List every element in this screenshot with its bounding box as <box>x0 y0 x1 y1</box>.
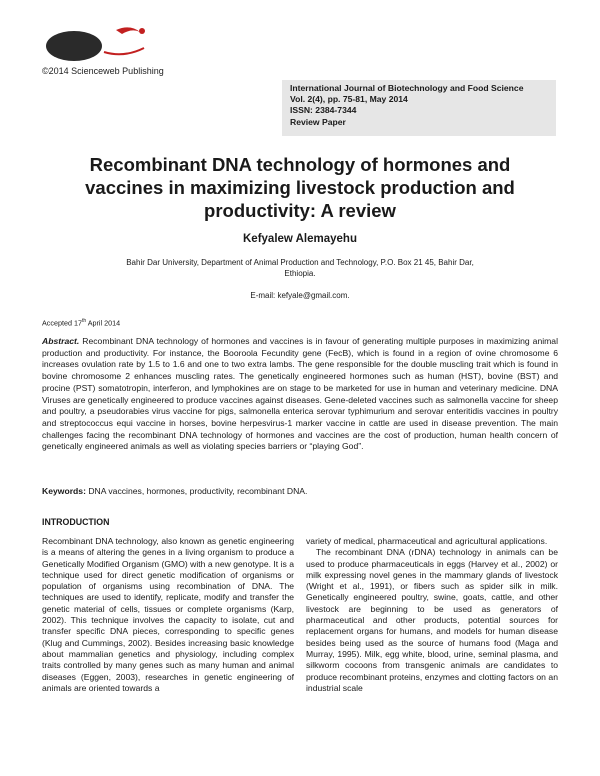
accepted-month-year: April 2014 <box>86 318 121 328</box>
journal-issn: ISSN: 2384-7344 <box>290 105 357 116</box>
journal-name: International Journal of Biotechnology and Food Science <box>290 83 524 93</box>
accepted-label: Accepted 17 <box>42 318 82 328</box>
keywords <box>42 486 558 496</box>
intro-paragraph-continued: variety of medical, pharmaceutical and agricultural applications. <box>306 536 548 546</box>
accepted-day-suffix: th <box>81 318 87 324</box>
accepted-date <box>42 318 120 327</box>
publisher-logo <box>44 22 154 64</box>
introduction-left-column <box>42 536 294 768</box>
abstract-text: Recombinant DNA technology of hormones and vaccines is in favour of generating multiple purposes in maximizing animal production and productivity. For instance, the Booroola Fecundity gene (FecB), which is found in a region of ovine chromosome 6 increases ovulation rate by 1.5 to 1.6 and one to two extra lambs. The gene responsible for the double muscling trait which is found in bovine chromosome 2 enhances muscling rates. The genetically engineered hormones such as human (HST), bovine (BST) and procine (PST) somatotropin, interferon, and lymphokines are on stage to be marketed for use in human and veterinary medicine. DNA Viruses are genetically engineered to produce vaccines against diseases. Gene-deleted vaccines such as salmonella vaccine for sheep and poultry, a pseudorabies virus vaccine for pigs, salmonella enterica serovar typhimurium and serovar enteritidis vaccines in poultry and streptococcus equi vaccine in horses, bovine herpesvirus-1 marker vaccine in cattle are used in disease prevention. The main challenges facing the recombinant DNA technology of hormones and vaccines are the cost of production, human health concern of genetically engineered animals as well as violating species barriers or “playing God”. <box>42 336 558 452</box>
author-affiliation: Bahir Dar University, Department of Animal Production and Technology, P.O. Box 21 45, Bahir Dar, Ethiopia. <box>126 258 474 278</box>
intro-paragraph-1: Recombinant DNA technology, also known as genetic engineering is a means of altering the genes in a living organism to produce a Genetically Modified Organism (GMO) with a new genotype. It is a technique used for direct genetic modification of organisms or population of organisms using recombination of DNA. The techniques are used to identify, replicate, modify and transfer the genetic material of cells, tissues or complete organisms (Karp, 2002). This technique involves the capacity to isolate, cut and transfer specific DNA pieces, corresponding to specific genes (Klug and Cummings, 2002). Besides increasing basic knowledge about mammalian genetics and physiology, including complex traits controlled by many genes such as many human and animal diseases (Eggen, 2003), researches in genetic engineering of animals are oriented towards a <box>42 536 294 693</box>
introduction-right-column <box>306 536 558 768</box>
paper-title: Recombinant DNA technology of hormones and vaccines in maximizing livestock production and productivity: A review <box>85 154 515 221</box>
keywords-label: Keywords: <box>42 486 86 496</box>
journal-info-box <box>282 80 556 136</box>
abstract-label: Abstract. <box>42 336 80 346</box>
introduction-heading: INTRODUCTION <box>42 517 110 527</box>
copyright-notice: ©2014 Scienceweb Publishing <box>42 66 164 76</box>
journal-volume: Vol. 2(4), pp. 75-81, May 2014 <box>290 94 408 105</box>
abstract <box>42 336 558 453</box>
article-type: Review Paper <box>290 116 346 127</box>
author-email[interactable]: E-mail: kefyale@gmail.com. <box>250 291 350 300</box>
author-name: Kefyalew Alemayehu <box>243 233 357 245</box>
intro-paragraph-2: The recombinant DNA (rDNA) technology in animals can be used to produce pharmaceuticals in eggs (Harvey et al., 2002) or milk expressing novel genes in the mammary glands of livestock (Wright et al., 1991), or fibers such as spider silk in milk. Genetically engineered poultry, swine, goats, cattle, and other livestock are beginning to be used as generators of pharmaceutical and other products, potential sources for replacement organs for humans, and models for human disease besides being used as the source of humans food (Maga and Murray, 1995). Milk, egg white, blood, urine, seminal plasma, and silkworm cocoons from transgenic animals are candidates to produce recombinant proteins, enzymes and clotting factors on an industrial scale <box>306 547 558 693</box>
keywords-text: DNA vaccines, hormones, productivity, recombinant DNA. <box>88 486 308 496</box>
science-logo-icon <box>44 22 154 64</box>
